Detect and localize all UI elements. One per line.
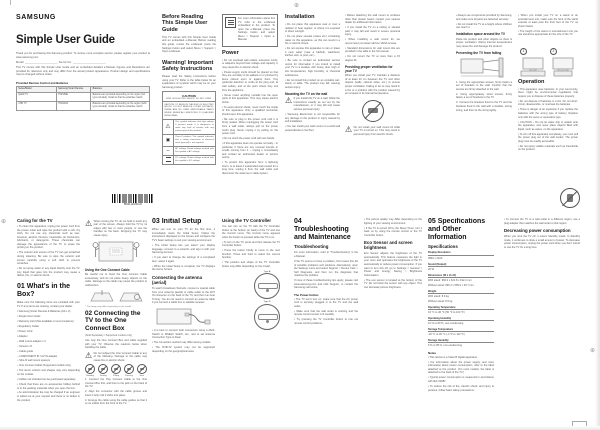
table-cell: TM2180E [56, 93, 91, 102]
text-line: – Slim-fit wall mount spacers [17, 359, 51, 363]
connect-steps [85, 378, 147, 406]
text-line: • Do not mount the TV at more than a 15 degree tilt. [345, 55, 400, 62]
symbol-row: ⚠ This symbol indicates that high voltage is present inside. It is dangerous to make any kind of contact with any internal part of this product. [163, 120, 215, 135]
eco-body [364, 252, 422, 289]
operation-bullets [518, 88, 578, 152]
barcode [112, 194, 154, 206]
text-line: • Do not install this product on an unstable cart, stand, or table. The product may fall, causing serious injury. [285, 78, 340, 89]
text-line: • The position and shape of the TV Controller button may differ depending on the model. [222, 261, 280, 268]
warning-triangle-icon: ⚠ [85, 350, 93, 360]
cover-note: This TV comes with this Simple User Guide and an embedded detailed e-Manual. Figures and illustrations are provided for reference only and may differ from the actual product appearance. Product design and specifications may be changed without notice. [16, 66, 150, 77]
text-line: 5 % to 95 %, non-condensing [428, 344, 462, 348]
eco-sensor-heading: Eco Sensor and screen brightness [364, 240, 413, 251]
text-line: 3. Arrange the cable using the cable guides so that it is not visible from the front of the TV. [85, 398, 147, 406]
warning-triangle-icon: ⚠ [285, 96, 293, 106]
table-cell: QLED TV [17, 93, 57, 102]
text-line: • This device is a Class B digital apparatus. [428, 355, 478, 359]
text-line: • Do not install the TV at a height where children can reach it. [456, 22, 512, 30]
ac-voltage-icon: ∼ [163, 147, 174, 155]
installation2-bullets [345, 14, 400, 63]
text-line: 2. Using appropriately sized screws, firmly fasten a set of brackets to the TV. [456, 92, 512, 100]
wall-mount-heading: Mounting the TV on the wall [285, 91, 328, 96]
troubleshooting-heading: Troubleshooting [294, 244, 329, 250]
moving-connect-column [85, 218, 147, 424]
table-cell: Batteries are provided depending on the region (AAA type included). Install so that the polarities match. [91, 102, 150, 111]
text-line: – One Connect Cable (Supported models only) [17, 364, 71, 368]
text-line: • To turn off this apparatus completely, you must pull the power plug out of the wall socket. The power plug must be readily accessible. [518, 132, 578, 143]
troubleshooting-column [294, 218, 358, 424]
installation-bullets [285, 23, 340, 89]
remote-battery-table [16, 86, 150, 111]
caring-bullets [17, 225, 80, 278]
text-line: 3. Connect the brackets fixed to the TV and the brackets fixed to the wall with a durable, strong string, and then tie the string tightly. [456, 101, 512, 112]
scan-edge-shadow [595, 0, 600, 430]
text-line: • There is danger of an explosion if you replace the batteries with the wrong type of battery. Replace only with the same or equivalent type. [518, 108, 578, 119]
text-line: • The Initial Setup lets you select your display language, connect to a network, and sign in with your Samsung account. [152, 244, 215, 255]
troubleshooting-body [294, 251, 358, 290]
ventilation-heading: Providing proper ventilation for your TV [345, 65, 393, 73]
spec-group: Weight With stand: 8.9 kg Without stand: 8.6 kg [428, 290, 494, 304]
before-reading-body: This TV comes with this Simple User Guide and an embedded e-Manual. Before reading this guide, review the e-Manual: press the Settings button and select Menu > Support > Open e-Manual. [162, 35, 216, 54]
power-save-column [504, 218, 580, 424]
spec-group: Storage Humidity 5 % to 95 %, non-condensing [428, 339, 494, 348]
e-manual-note [222, 14, 278, 47]
registration-mark-icon: ⊕ [590, 348, 596, 354]
section-03-heading: 03 Initial Setup [152, 218, 202, 225]
spec-group: Sound (Output) 20 W [428, 263, 494, 272]
text-line: • When you install your TV on a stand or an entertainment unit, make sure the front of the stand extends at least past the front feet of the TV, as shown below. [518, 14, 578, 28]
text-line: • When the Initial Setup is complete, the TV displays the Home Screen. [152, 264, 215, 272]
decreasing-power-body: When you shut the TV off, it enters Standby mode. In Standby mode, it continues to draw a small amount of power. To decrease power consumption, unplug the power cord when you don't intend to use the TV for a long time. [504, 235, 580, 249]
text-line: • To protect this apparatus from a lightning storm, or to leave it unattended and unused for a long time, unplug it from the wall outlet and disconnect the antenna or cable system. [222, 161, 278, 176]
text-line: • Simple User Guide [17, 314, 41, 318]
stand-assembly-step-1 [89, 289, 115, 304]
text-line: • This apparatus uses batteries. In your community, there might be environmental regulations that require you to dispose of these batteries properly. [518, 87, 578, 98]
eco-pre-bullets [364, 218, 422, 237]
controller-type-a-illustration: Type A [254, 271, 280, 300]
table-cell: Batteries are provided depending on the region (AA type included). Install so that the polarities match. [91, 93, 150, 102]
text-line: For more information, refer to "Troubleshooting" in the e-Manual. [294, 251, 358, 259]
table-row [17, 93, 150, 102]
text-line: • The exterior and screen of the TV can get scratched during cleaning. Be sure to wipe the exterior and screen carefully using a soft cloth to prevent scratches. [17, 251, 80, 266]
text-line: 1. Connect the One Connect Cable to the One Connect Box first, and then to the jack on the back of the TV. [85, 378, 147, 389]
circled-number-1: 1 [520, 48, 527, 55]
text-line: • Do not touch the power cord with wet hands. [222, 137, 275, 141]
text-line: – Cable guide [17, 349, 34, 353]
cover-intro: Thank you for purchasing this Samsung product. To receive more complete service, please register your product at www.samsung.com [16, 52, 150, 59]
text-line: • If the TV is turned off by the Sleep Timer, turn it back on by using the remote control or the TV Controller button. [364, 226, 422, 237]
table-cell: UHD TV [17, 102, 57, 111]
operation-heading: Operation [518, 78, 545, 85]
text-line: • The height of the stand or entertainment unit you use should be appropriate for the size of the TV. [518, 29, 578, 37]
text-line: • Be sure to plug in the power cord until it is firmly seated. When unplugging the power cord from a wall outlet, always pull on the power cord's plug. Never unplug it by pulling on the power cord. [222, 117, 278, 136]
text-line: • An administration fee may be charged if an engineer is called out at your request and there is no defect in the product. [17, 391, 80, 402]
text-line: • To connect the TV to a wall outlet in a different region, use a plug adapter that matches the wall outlet in that region. [504, 218, 580, 225]
text-line: – Wall mount adapter x 4 [17, 339, 46, 343]
text-line: • Make sure that the wall outlet is working and the remote control sensor is lit steadily. [294, 309, 358, 317]
text-line: • To clean this apparatus, unplug the power cord from the power outlet and wipe the product with a soft, dry cloth. Do not use any chemicals such as wax, benzene, alcohol, thinners, insecticide, air fresheners, lubricants, or detergents. These chemicals can damage the appearance of the TV or erase the printing on the product. [17, 225, 80, 250]
box-notes [17, 369, 80, 402]
text-line: • Do not spray water or any liquid directly onto the TV. Any liquid that goes into the product may cause a failure, fire, or electric shock. [17, 267, 80, 278]
text-line: • The DVB-T2 system may not be supported depending on the geographical area. [152, 346, 215, 353]
tv-controller-heading: Using the TV Controller [222, 218, 272, 223]
caution-subtitle: RISK OF ELECTRIC SHOCK. DO NOT OPEN. [166, 97, 212, 100]
power-bullets [222, 59, 278, 176]
stand-caption: * The image may differ depending on the model. [85, 305, 132, 308]
text-line: • Press the button briefly to move to the next function. Press and hold to select the current function. [222, 249, 280, 260]
section-02-subtitle: (Sold Separately / Supported models only) [85, 334, 132, 338]
spec-notes [428, 356, 494, 392]
wall-mount-warning: ⚠ If you install this TV on a wall, follow the instructions exactly as set out by the manufacturer, or it may fall and cause serious personal injury. [285, 96, 340, 112]
installation-space-body: Place the product and other objects so there is proper ventilation. Rising internal temperatures may cause fire and damage the product. [456, 37, 512, 48]
dc-voltage-icon [163, 156, 174, 164]
text-line: – Screws x 8 [17, 344, 32, 348]
text-line: • CAUTION – Do not let water drip or splash onto the apparatus, and never place objects filled with liquid, such as vases, on the apparatus. [518, 120, 578, 131]
text-line: • Try pressing the TV Controller button to rule out remote control problems. [294, 318, 358, 325]
connect-body: Use only the One Connect Box and cable supplied with your TV. Observe the cautions below when handling the cable. [85, 339, 147, 350]
text-line: You can turn on the TV with the TV Controller button at the bottom (or back) of the TV and use the Control menu. The Control menu appears when the button is pressed while the TV is on. [222, 225, 280, 239]
no-pulling-icon: Pulling [111, 364, 121, 377]
text-line: • To avoid electric shock, never touch the inside of this apparatus. Only a qualified technician should open this apparatus. [222, 105, 278, 116]
caring-heading: Caring for the TV [17, 218, 53, 223]
operation-pre-bullets [518, 14, 578, 37]
stand-bullets [456, 14, 512, 30]
text-line: • The TV won't turn on: make sure that the AC power cord is securely plugged in to the TV and the wall outlet. [294, 297, 358, 308]
no-bending-icon: Bending [85, 364, 95, 377]
notes-heading: Notes [428, 350, 437, 355]
barcode-bars [112, 194, 154, 203]
wall-mount-bullets [285, 113, 340, 132]
ventilation-body: When you install your TV, maintain a distance of at least 10 cm between the TV and other objects (walls, cabinet sides, etc.) to ensure proper ventilation. Failing to do so may result in a fire or a problem with the product caused by an increase in its internal temperature. [345, 74, 400, 96]
installation-column [285, 14, 340, 210]
no-heat-icon: Heat [137, 364, 147, 377]
text-line: • The eco sensor is located at the bottom of the TV. Do not block the sensor with any object. This can decrease picture brightness. [364, 278, 422, 289]
registration-mark-icon: ⊕ [1, 219, 7, 225]
text-line: Eco Sensor adjusts the brightness of the TV automatically. This feature measures the light in your room and optimises the brightness of the TV automatically to reduce power consumption. If you want to turn this off, go to Settings > General > Power and Energy Saving > Brightness Optimisation. [364, 252, 422, 277]
setup-body: When you turn on your TV for the first time, it immediately starts the Initial Setup. Follow the instructions displayed on the screen and configure the TV's basic settings to suit your viewing environment. [152, 228, 215, 243]
controller-column [222, 218, 280, 424]
section-02-heading: 02 Connecting the TV to the One Connect Box [85, 310, 141, 332]
spec-group: Display Resolution 3840 x 2160 [428, 251, 494, 260]
section-05-heading: 05 Specifications and Other Information [428, 218, 486, 241]
text-line: 1. Using the appropriate screws, firmly fasten a set of brackets to the wall. Confirm that the screws are firmly attached to the wall. [456, 80, 512, 91]
warning-triangle-icon: ⚠ [345, 124, 353, 134]
text-line: • Do not spray volatile materials such as insecticide on the product. [518, 144, 578, 152]
moving-warning: ⚠ When moving the TV, do not hold or touch any part of the screen. Always hold the TV by its edges with two or more people, or use the handles on the back. Dropping the TV may cause injury. [85, 218, 147, 237]
before-reading-heading: Before Reading This Simple User Guide [162, 14, 208, 33]
text-line: • Samsung Smart Remote & Batteries (AA x 2) [17, 309, 71, 313]
no-poking-prohibition-icon [362, 100, 384, 122]
text-line: With stand: 966.2 x 621.8 x 192.2 mm [428, 279, 472, 283]
caution-header [163, 92, 215, 102]
box-intro: Make sure the following items are included with your TV. If any items are missing, contact your dealer. [17, 301, 80, 308]
samsung-logo: SAMSUNG [16, 14, 56, 21]
text-line: • To turn on the TV, press and then release the TV Controller button. [222, 240, 280, 248]
text-line: 10 °C to 40 °C (50 °F to 104 °F) [428, 311, 465, 315]
registration-mark-icon: ⊕ [294, 3, 300, 9]
caring-box-column [17, 218, 80, 424]
stand-assembly-step-2 [118, 289, 144, 304]
spec-group: Storage Temperature -20 °C to 45 °C (-4 °F to 113 °F) [428, 328, 494, 337]
cable-prohibition-row [85, 364, 147, 377]
antenna-connection-illustration [155, 307, 213, 327]
spec-group: Operating Temperature 10 °C to 40 °C (50 °F to 104 °F) [428, 306, 494, 315]
model-serial-line: Model ____________________ Serial No. ____________________ [16, 60, 106, 64]
warning-triangle-icon: ⚠ [85, 218, 93, 228]
spec-group: Dimensions (W x H x D) With stand: 966.2 x 621.8 x 192.2 mm Without stand: 966.2 x 559.0 x 25.7 mm [428, 274, 494, 288]
table-header: Series/Model [17, 87, 57, 93]
setup-bullets [152, 244, 215, 272]
decreasing-power-heading: Decreasing power consumption [504, 228, 571, 234]
text-line: • Do not place vessels (vases etc.) containing water on this apparatus, as this can result in a fire or electric shock. [285, 35, 340, 46]
no-spray-prohibition-icon [560, 188, 580, 208]
text-line: • Check that there are no accessories hidden behind or in the packing materials when you open the box. [17, 382, 80, 390]
symbol-row: DC voltage: Rated voltage marked with this symbol is DC voltage. [163, 156, 215, 164]
anti-fall-strap-illustration [459, 57, 509, 79]
section-01-heading: 01 What's in the Box? [17, 282, 71, 298]
one-connect-cable-heading: Using the One Connect Cable [85, 267, 130, 272]
caution-symbols-table [162, 91, 216, 165]
safety-instructions-heading: Warning! Important Safety Instructions [162, 59, 214, 73]
text-line: If the TV seems to have a problem, first review this list of possible problems and solutions. Alternatively, open the Settings menu and select Support > Device Care > Self Diagnosis, and then run the diagnosis that matches the problem. [294, 260, 358, 278]
text-line: • Never insert anything metallic into the open parts of this apparatus. This may cause electric shock. [222, 93, 278, 104]
symbol-row: ∼ AC voltage: Rated voltage marked with this symbol is AC voltage. [163, 147, 215, 156]
tv-stand-illustrations [518, 39, 578, 77]
no-twisting-icon: Twisting [98, 364, 108, 377]
e-manual-text: For more information about this TV, refer to the e-Manual embedded in the product. To open the e-Manual, press the Settings button and select Menu > Support > Open e-Manual. [238, 17, 275, 42]
controller-illustrations [222, 271, 280, 330]
text-line: • For information about the power supply, and more information about power consumption, refer to the label attached to the product. (On most models, the label is attached to the back of the TV.) [428, 360, 494, 375]
cable-warning: ⚠ Do not subject the One Connect Cable to any of the following. Damage to the cable may cause fire or electric shock. [85, 350, 147, 362]
antenna-heading: Connecting the antenna (aerial) [152, 275, 203, 286]
eco-column [364, 218, 422, 424]
text-line: If none of these troubleshooting tips apply, please visit www.samsung.com and click Support, or contact the Samsung call centre. [294, 279, 358, 290]
text-line: • Cables not included can be purchased separately. [17, 377, 76, 381]
barcode-label: BN68-14623A-00 [124, 203, 142, 206]
setup-column [152, 218, 215, 424]
stand-column [456, 14, 512, 210]
e-manual-icon [225, 17, 236, 28]
troubleshooting-bullets [294, 298, 358, 326]
text-line: Without stand: 966.2 x 559.0 x 25.7 mm [428, 284, 474, 288]
table-row [17, 102, 150, 111]
high-voltage-icon: ⚠ [163, 120, 174, 134]
text-line: • Do not place this apparatus near or over a radiator or heat register, or where it is exposed to direct sunlight. [285, 22, 340, 34]
stand-assembly-illustrations [85, 289, 147, 304]
text-line: • Samsung Electronics is not responsible for any damage to the product or injury caused by self-installation. [285, 113, 340, 124]
antenna-bullets [152, 329, 215, 353]
text-line: With stand: 8.9 kg [428, 295, 449, 299]
text-line: • If this apparatus does not operate normally – in particular, if there are any unusual sounds or smells coming from it – unplug it immediately and contact an authorised dealer or service centre. [222, 142, 278, 160]
text-line: • Before attaching the wall mount to surfaces other than plaster board, contact your nearest dealer for additional information. [345, 14, 400, 25]
before-reading-column [162, 14, 216, 210]
text-line: • Typical power consumption is measured in accordance with IEC 62087. [428, 376, 494, 383]
text-line: • Power Cord [17, 329, 33, 333]
specs-column [428, 218, 494, 424]
text-line: • Be sure to contact an authorised service centre for information if you intend to install your TV in a location with heavy dust, high or low temperatures, high humidity, or chemical substances. [285, 59, 340, 77]
one-connect-cable-body: Be careful not to bend the One Connect Cable excessively, and do not place heavy objects on the cable. Damage to the cable may cause the product to malfunction. [85, 273, 147, 287]
text-line: • To reduce the risk of fire, electric shock, and injury to persons, follow basic safety precautions. [428, 384, 494, 392]
caution-text: CAUTION: TO REDUCE THE RISK OF ELECTRIC SHOCK, DO NOT REMOVE COVER (OR BACK). THERE ARE NO USER SERVICEABLE PARTS INSIDE. REFER ALL SERVICING TO QUALIFIED PERSONNEL. [163, 102, 215, 120]
operation-column [518, 14, 578, 210]
text-line: Without stand: 8.6 kg [428, 300, 453, 304]
section-04-heading: 04 Troubleshooting and Maintenance [294, 218, 351, 241]
text-line: • Power-supply cords should be placed so that they are not likely to be walked on or pinched by items placed upon or against them. Pay particular attention to cords at the plug end, at wall outlets, and at the point where they exit from the appliance. [222, 70, 278, 92]
cover-column [16, 14, 150, 210]
symbol-row: ▣ Class II product: This symbol indicates that a safety connection to electrical earth (ground) is not required. [163, 135, 215, 147]
anti-fall-steps [456, 81, 512, 112]
installation-heading: Installation [285, 14, 315, 20]
circled-number-2: 2 [550, 48, 557, 55]
text-line: • Do not overload wall outlets, extension cords, or adaptors beyond their voltage and capacity. It may cause fire or electric shock. [222, 58, 278, 69]
antenna-body: To watch broadcast channels, connect a coaxial cable from your antenna (aerial) or cable outlet to the ANT IN connector on the back of the TV, and then run Auto Tuning. You do not need to connect an antenna cable if you connect a cable box or satellite receiver. [152, 287, 215, 305]
no-pressing-icon: Pressing [124, 364, 134, 377]
text-line: 10 % to 80 %, non-condensing [428, 322, 464, 326]
scan-edge-shadow [0, 426, 600, 430]
text-line: -20 °C to 45 °C (-4 °F to 113 °F) [428, 333, 465, 337]
caution-title: CAUTION [182, 93, 196, 98]
double-insulation-icon: ▣ [163, 135, 174, 146]
text-line: • Do not expose this apparatus to rain or place it near water (near a bathtub, washbowl, kitchen sink, or pool, etc.). [285, 47, 340, 58]
text-line: • When installing a wall mount kit, we recommend you fasten all four VESA screws. [345, 38, 400, 45]
tv-stand-illustration-1 [520, 39, 546, 77]
text-line: • It is best to connect both connectors using a Multi-Switch or DiSEqC Switch, etc., and to set Antenna Connection Type to Dual. [152, 328, 215, 340]
carrying-tv-illustration [91, 239, 141, 265]
tv-stand-illustration-2 [550, 39, 576, 77]
text-line: • Adapter [17, 334, 28, 338]
text-line: • Regulatory Guide [17, 324, 39, 328]
installation-space-heading: Installation space around the TV [456, 32, 506, 37]
text-line: • The connection method may differ among models. [152, 341, 212, 345]
power-heading: Power [222, 49, 239, 56]
text-line: • Warranty Card (Not available in some locations) [17, 319, 74, 323]
crop-mark [10, 0, 11, 5]
text-line: • Standard dimensions for wall mount kits are provided in the table in the full manual. [345, 46, 400, 54]
page-title: Simple User Guide [16, 34, 115, 46]
table-header: Batteries [91, 87, 150, 93]
text-line: 2. Align the connector with the cable groove and insert it fully until it clicks into place. [85, 390, 147, 397]
text-line: • You can install your wall mount on a solid wall perpendicular to the floor. [285, 125, 340, 132]
specifications-heading: Specifications [428, 244, 458, 250]
text-line: • Do not dispose of batteries in a fire. Do not short-circuit, disassemble, or overheat the batteries. [518, 99, 578, 107]
preventing-falling-heading: Preventing the TV from falling [456, 50, 502, 55]
table-cell: TM1240A [56, 102, 91, 111]
text-line: – COMPONENT IN / AV IN adapter [17, 354, 58, 358]
controller-type-b-illustration: Type B [254, 301, 280, 330]
power-save-pre [504, 218, 580, 225]
box-items [17, 310, 80, 368]
remote-table-label: Provided Remote Control and Batteries [16, 81, 69, 86]
text-line: • The picture quality may differ depending on the lighting of your viewing environment. [364, 218, 422, 225]
table-header: Samsung Smart Remote [56, 87, 91, 93]
power-column [222, 14, 278, 210]
spec-group: Operating Humidity 10 % to 80 %, non-condensing [428, 317, 494, 326]
text-line: 3840 x 2160 [428, 256, 443, 260]
text-line: • The items' colours and shapes may vary depending on the models. [17, 369, 80, 376]
power-button-heading: The Power button [294, 292, 319, 297]
text-line: • Always use components provided by Samsung, and make sure all parts are fastened securely. [456, 14, 512, 21]
text-line: 20 W [428, 268, 435, 272]
tv-controller-body [222, 225, 280, 269]
electric-shock-warning: ⚠ Do not install your wall mount kit while your TV is turned on. This may result in personal injury from electric shock. [345, 124, 400, 136]
text-line: • If you want to change the settings of a completed item, select it again. [152, 256, 215, 263]
safety-instructions-body: Please read the Safety Instructions before using your TV. Refer to the table below for an explanation of symbols which may be on your Samsung product. [162, 75, 216, 89]
text-line: • If you install the TV on a ceiling or slanted wall, it may fall and result in severe personal injury. [345, 26, 400, 37]
installation2-column [345, 14, 400, 210]
